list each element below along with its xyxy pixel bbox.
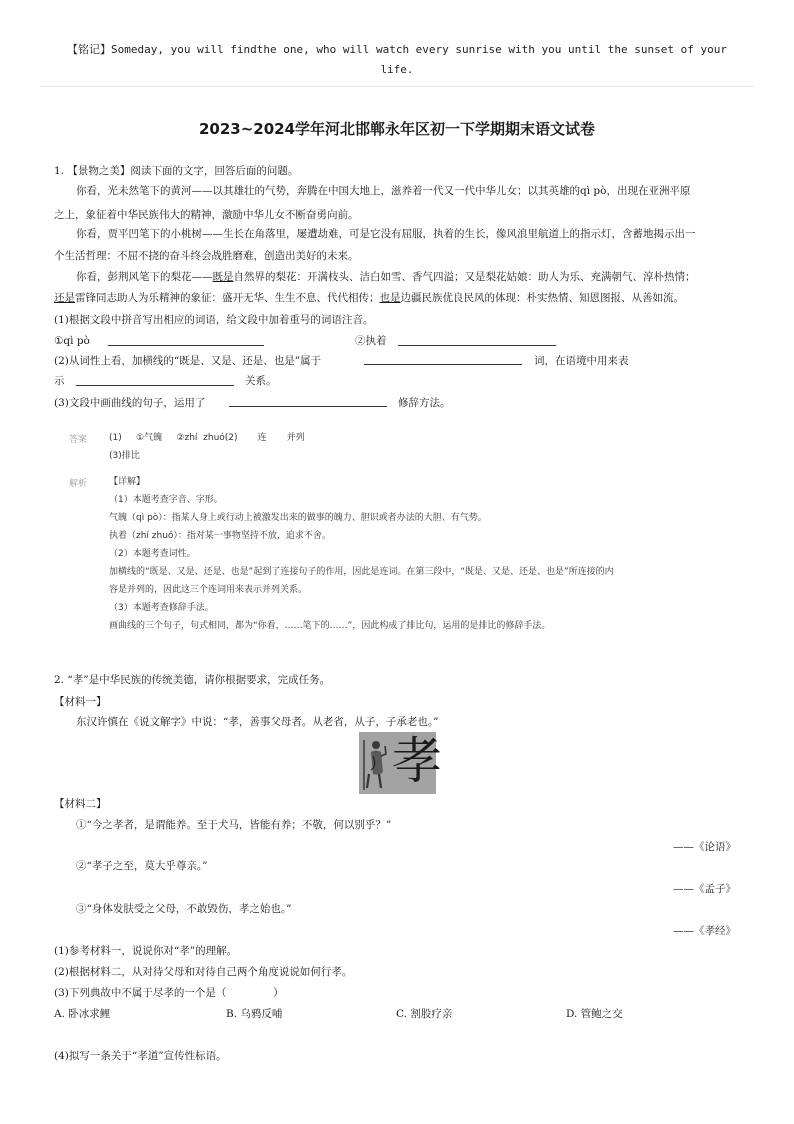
q1-para1-line2: 之上，象征着中华民族伟大的精神，激励中华儿女不断奋勇向前。 [54,209,359,221]
analysis-line: （2）本题考查词性。 [109,549,196,559]
header-divider [40,86,754,87]
q2-stem: 2. “孝”是中华民族的传统美德，请你根据要求，完成任务。 [54,674,331,686]
option-b[interactable]: B. 乌鸦反哺 [226,1008,283,1020]
answer-blank-qipo[interactable] [108,345,264,346]
q2-sub4: (4)拟写一条关于“孝道”宣传性标语。 [54,1050,227,1062]
source-xiaojing: ——《孝经》 [673,925,736,937]
q1-para3-text: 自然界的梨花：开满枝头、洁白如雪、香气四溢；又是梨花姑娘：助人为乐、充满朝气、淳朴热情； [233,271,696,283]
analysis-line: （1）本题考查字音、字形。 [109,495,223,505]
seal-script-xiao-image [359,732,442,794]
material-1-label: 【材料一】 [54,696,107,708]
q1-sub1-b: ②执着 [355,335,387,347]
analysis-line: 容是并列的，因此这三个连词用来表示并列关系。 [109,585,308,595]
seal-character-xiao: 孝 [392,732,442,790]
underlined-word-yeshi: 也是 [379,292,401,304]
q2-sub1: (1)参考材料一，说说你对“孝”的理解。 [54,945,238,957]
answer-blank-word-class[interactable] [364,364,522,365]
quote-xiaojing: ③“身体发肤受之父母，不敢毁伤，孝之始也。” [76,903,292,915]
material-1-text: 东汉许慎在《说文解字》中说：“孝，善事父母者。从老省，从子，子承老也。” [76,716,439,728]
q1-sub2-c: 示 [54,375,65,387]
answer-blank-rhetoric[interactable] [229,406,387,407]
q1-para2-line1: 你看，贾平凹笔下的小桃树——生长在角落里，屡遭劫难，可是它没有屈服，执着的生长，像风浪里航道上的指示灯，含蓄地揭示出一 [76,228,696,240]
q1-sub2-d: 关系。 [245,375,277,387]
q1-sub1: (1)根据文段中拼音写出相应的词语，给文段中加着重号的词语注音。 [54,314,374,326]
analysis-line: 加横线的“既是、又是、还是、也是”起到了连接句子的作用，因此是连词。在第三段中，“既是、又是、还是、也是”所连接的内 [109,567,614,577]
q1-sub2-b: 词，在语境中用来表 [534,355,629,367]
motto-line-1: 【铭记】Someday, you will findthe one, who will watch every sunrise with you until the sunset of your [67,43,727,56]
q1-para3-line2 [54,291,684,305]
material-2-label: 【材料二】 [54,798,107,810]
q1-sub3-a: (3)文段中画曲线的句子，运用了 [54,397,206,409]
q2-sub2: (2)根据材料二，从对待父母和对待自己两个角度说说如何行孝。 [54,966,353,978]
q1-para3-line1 [76,270,696,284]
analysis-line: 气魄（qì pò）：指某人身上或行动上被激发出来的做事的魄力、胆识或者办法的大胆、有气势。 [109,513,487,523]
analysis-line: 画曲线的三个句子，句式相同，都为“你看，……笔下的……”，因此构成了排比句，运用的是排比的修辞手法。 [109,621,551,631]
q1-para3-text: 雷锋同志助人为乐精神的象征：盛开无华、生生不息、代代相传； [75,292,380,304]
q1-sub1-a: ①qì pò [54,335,90,347]
analysis-line: 【详解】 [109,477,146,487]
motto-line-2: life. [380,63,414,76]
answer-blank-zhizhuo[interactable] [398,345,556,346]
source-mengzi: ——《孟子》 [673,883,736,895]
quote-mengzi: ②“孝子之至，莫大乎尊亲。” [76,860,208,872]
q1-sub2-a: (2)从词性上看，加横线的“既是、又是、还是、也是”属于 [54,355,322,367]
underlined-word-jishi: 既是 [212,271,234,283]
q1-para3-text: 边疆民族优良民风的体现：朴实热情、知恩图报、从善如流。 [400,292,684,304]
q1-para3-text: 你看，彭荆风笔下的梨花—— [76,271,213,283]
option-a[interactable]: A. 卧冰求鲤 [54,1008,111,1020]
motto-header [40,40,754,80]
option-c[interactable]: C. 割股疗亲 [396,1008,453,1020]
source-lunyu: ——《论语》 [673,841,736,853]
page-title: 2023~2024学年河北邯郸永年区初一下学期期末语文试卷 [198,120,596,138]
q1-stem: 1. 【景物之美】阅读下面的文字，回答后面的问题。 [54,165,299,177]
answer-line-2: (3)排比 [109,451,140,461]
q1-para1-line1: 你看，光未然笔下的黄河——以其雄壮的气势，奔腾在中国大地上，滋养着一代又一代中华儿女；以其英雄的qì pò，出现在亚洲平原 [76,185,691,197]
q2-sub3: (3)下列典故中不属于尽孝的一个是（ ） [54,987,284,999]
quote-lunyu: ①“今之孝者，是谓能养。至于犬马，皆能有养；不敬，何以别乎？” [76,819,392,831]
q1-sub3-b: 修辞方法。 [398,397,451,409]
underlined-word-haishi: 还是 [54,292,75,304]
analysis-line: （3）本题考查修辞手法。 [109,603,214,613]
answer-line-1: (1) ①气魄 ②zhí zhuó(2) 连 并列 [109,433,305,443]
answer-tag: 答案 [69,435,88,445]
option-d[interactable]: D. 管鲍之交 [566,1008,623,1020]
answer-blank-relation[interactable] [76,385,234,386]
q1-para2-line2: 个生活哲理：不屈不挠的奋斗终会战胜磨难，创造出美好的未来。 [54,250,359,262]
analysis-tag: 解析 [69,479,88,489]
analysis-line: 执着（zhí zhuó）：指对某一事物坚持不放，追求不舍。 [109,531,331,541]
